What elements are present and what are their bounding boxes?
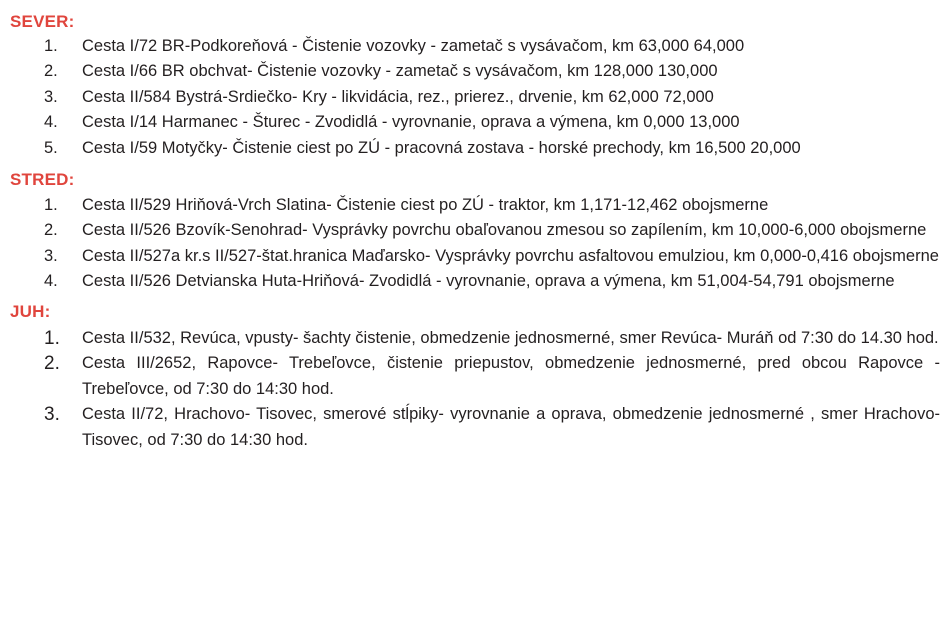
list-item-text: Cesta II/532, Revúca, vpusty- šachty čistenie, obmedzenie jednosmerné, smer Revúca- Muráň od 7:30 do 14.30 hod. — [82, 328, 939, 347]
list-item-marker: 3. — [44, 404, 60, 426]
list-item-text: Cesta I/14 Harmanec - Šturec - Zvodidlá - vyrovnanie, oprava a výmena, km 0,000 13,000 — [82, 113, 740, 132]
list-item-marker: 4. — [44, 113, 58, 132]
section-sever — [0, 0, 950, 161]
list-item — [0, 110, 950, 135]
list-item — [0, 351, 950, 402]
road-works-list-juh — [0, 321, 950, 454]
list-item-marker: 1. — [44, 37, 58, 55]
list-item-marker: 2. — [44, 353, 60, 375]
list-item — [0, 402, 950, 453]
road-works-list-sever — [0, 31, 950, 161]
section-heading-juh: JUH: — [10, 301, 51, 321]
section-heading-sever: SEVER: — [10, 12, 75, 31]
road-works-list-stred — [0, 189, 950, 295]
list-item — [0, 136, 950, 161]
list-item-marker: 1. — [44, 327, 60, 349]
list-item — [0, 85, 950, 110]
list-item-marker: 1. — [44, 196, 58, 215]
list-item-text: Cesta I/72 BR-Podkoreňová - Čistenie vozovky - zametač s vysávačom, km 63,000 64,000 — [82, 37, 745, 55]
list-item-text: Cesta II/584 Bystrá-Srdiečko- Kry - likvidácia, rez., prierez., drvenie, km 62,000 72,000 — [82, 87, 714, 106]
list-item-text: Cesta III/2652, Rapovce- Trebeľovce, čistenie priepustov, obmedzenie jednosmerné, pred obcou Rapovce - Trebeľovce, od 7:30 do 14:30 hod. — [82, 354, 940, 398]
list-item-text: Cesta II/529 Hriňová-Vrch Slatina- Čistenie ciest po ZÚ - traktor, km 1,171-12,462 obojsmerne — [82, 196, 769, 215]
list-item — [0, 59, 950, 84]
list-item-marker: 4. — [44, 272, 58, 291]
list-item-marker: 3. — [44, 246, 58, 265]
list-item-text: Cesta II/526 Detvianska Huta-Hriňová- Zvodidlá - vyrovnanie, oprava a výmena, km 51,004-54,791 obojsmerne — [82, 272, 895, 291]
list-item-marker: 2. — [44, 62, 58, 81]
list-item — [0, 244, 950, 269]
section-heading-stred: STRED: — [10, 170, 75, 190]
list-item — [0, 193, 950, 218]
list-item — [0, 34, 950, 59]
list-item — [0, 269, 950, 294]
list-item-marker: 2. — [44, 221, 58, 240]
list-item — [0, 326, 950, 352]
list-item-marker: 5. — [44, 138, 58, 157]
list-item-text: Cesta II/72, Hrachovo- Tisovec, smerové stĺpiky- vyrovnanie a oprava, obmedzenie jednosmerné , smer Hrachovo- Tisovec, od 7:30 do 14:30 hod. — [82, 405, 940, 450]
section-juh — [0, 295, 950, 454]
section-stred — [0, 161, 950, 295]
list-item-text: Cesta I/59 Motyčky- Čistenie ciest po ZÚ - pracovná zostava - horské prechody, km 16,500 20,000 — [82, 138, 801, 157]
list-item-text: Cesta II/526 Bzovík-Senohrad- Vysprávky povrchu obaľovanou zmesou so zapílením, km 10,000-6,000 obojsmerne — [82, 221, 927, 240]
list-item-text: Cesta I/66 BR obchvat- Čistenie vozovky - zametač s vysávačom, km 128,000 130,000 — [82, 62, 718, 81]
list-item-marker: 3. — [44, 87, 58, 106]
list-item — [0, 218, 950, 243]
list-item-text: Cesta II/527a kr.s II/527-štat.hranica Maďarsko- Vysprávky povrchu asfaltovou emulziou, km 0,000-0,416 obojsmerne — [82, 246, 939, 265]
